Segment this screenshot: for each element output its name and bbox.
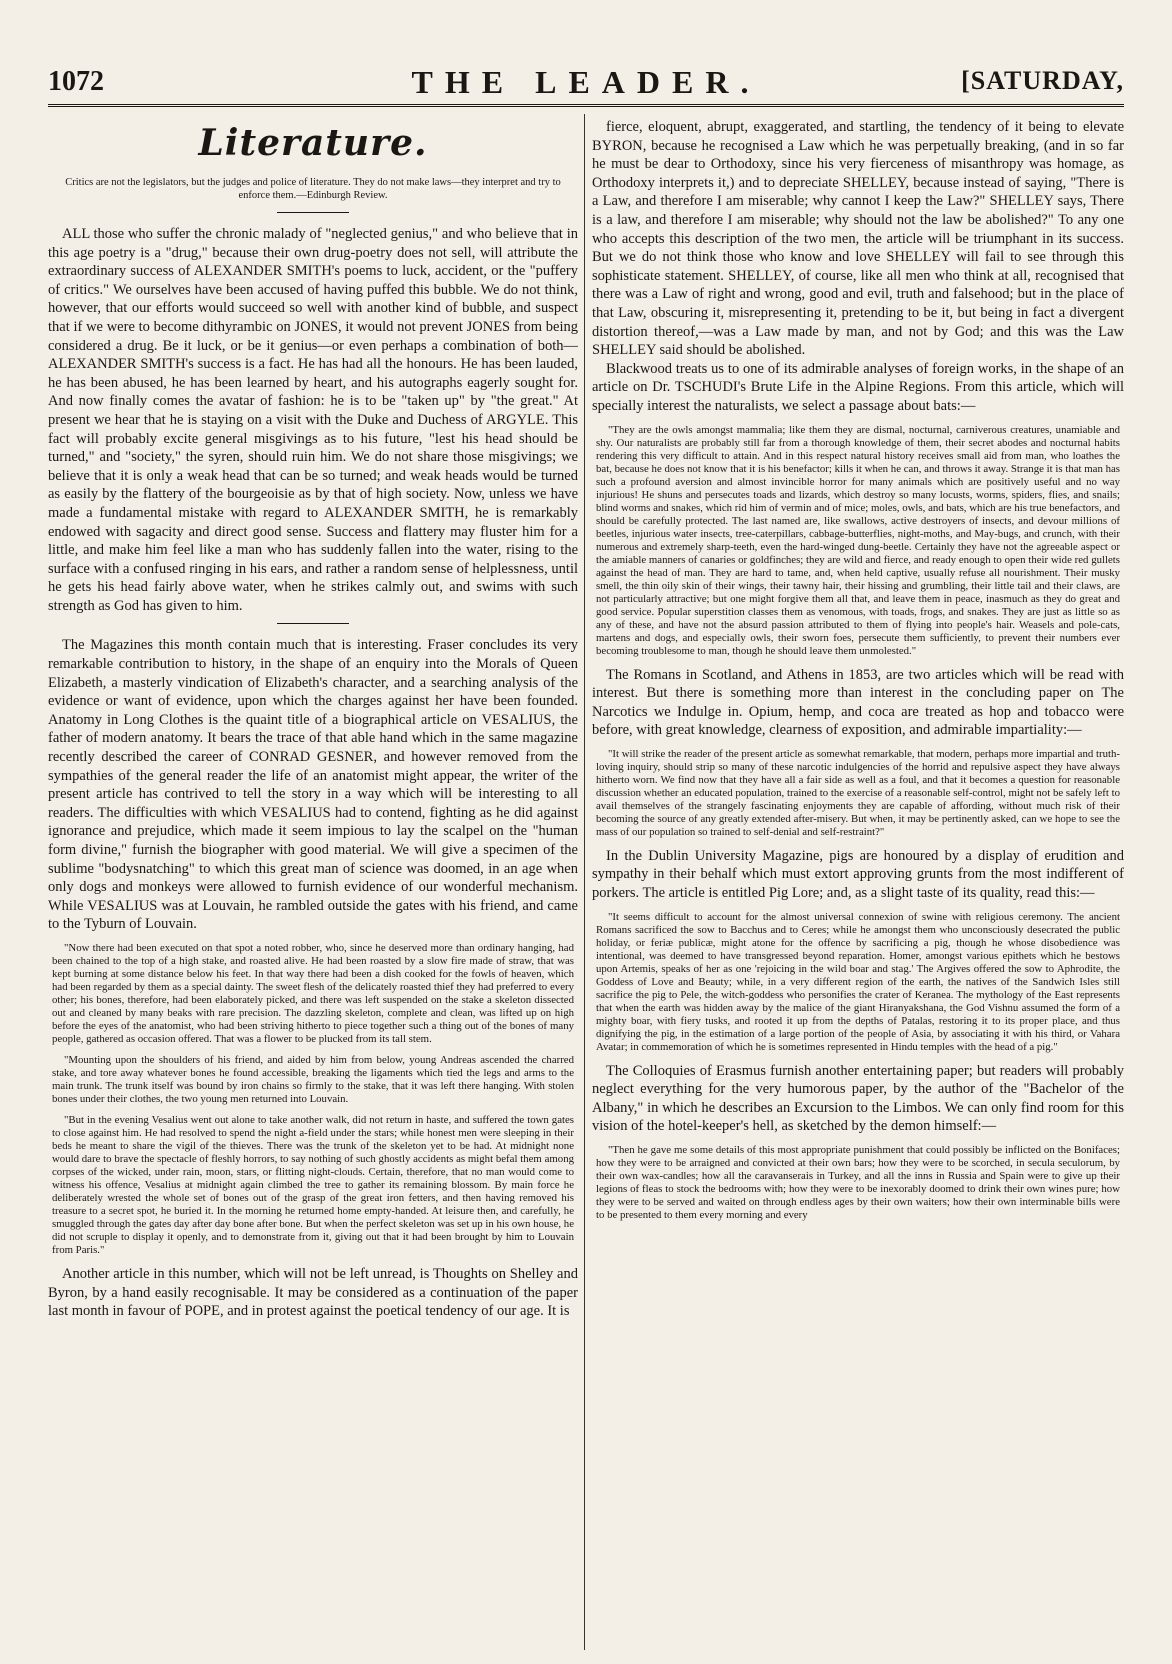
column-divider [584,114,585,1650]
paragraph-magazines: The Magazines this month contain much that is interesting. Fraser concludes its very remarkable contribution to history, in the shape of an enquiry into the Morals of Queen Elizabeth, a masterly vindication of Elizabeth's character, and a searching analysis of the evidence or want of evidence, upon which the charges against her have been founded. Anatomy in Long Clothes is the quaint title of a biographical article on VESALIUS, the father of modern anatomy. It bears the trace of that able hand which in the same magazine recently described the career of CONRAD GESNER, and however removed from the sympathies of the general reader the life of an anatomist might appear, the writer of the present article has contrived to tell the story in a way which will be interesting to all readers. The difficulties with which VESALIUS had to contend, fighting as he did against ignorance and prejudice, which made it seem impious to lay the scalpel on the "human form divine," furnish the biographer with good material. We will give a specimen of the sublime "bodysnatching" to which this great man of science was doomed, in an age when only dogs and monkeys were allowed to furnish evidence of our wonderful mechanism. While VESALIUS was at Louvain, he rambled outside the gates with his friend, and came to the Tyburn of Louvain. [48,637,578,933]
section-title: Literature. [198,122,428,164]
paragraph-rule [277,623,349,624]
quote-narcotics: "It will strike the reader of the present article as somewhat remarkable, that modern, perhaps more impartial and truth-loving inquiry, should strip so many of these narcotic indulgencies of the horrid and repulsive aspect they have always hitherto worn. We find now that they have all a fair side as well as a foul, and that it becomes a question for reasonable discussion whether an educated population, trained to the exercise of a reasonable self-control, might not be safely left to avail themselves of the strangely fascinating enjoyments they are capable of affording, without much risk of their becoming the source of any greatly extended after-misery. But when, it may be pertinently asked, can we hope to see the mass of our population so trained to self-denial and self-restraint?" [596,747,1120,838]
quote-vesalius-1: "Now there had been executed on that spot a noted robber, who, since he deserved more than ordinary hanging, had been chained to the top of a high stake, and roasted alive. He had been roasted by a slow fire made of straw, that was kept burning at some distance below his feet. In that way there had been a dish cooked for the fowls of heaven, which had been regarded by them as a special dainty. The sweet flesh of the delicately roasted thief they had preferred to every other; his bones, therefore, had been elaborately picked, and there was left suspended on the stake a skeleton dissected out and cleaned by many beaks with rare precision. The dazzling skeleton, complete and clean, was lifted up on high before the eyes of the anatomist, who had been striving hitherto to piece together such a thing out of the bones of many people, gathered as occasion offered. That was a flower to be plucked from its tall stem. [52,941,574,1045]
paragraph-dublin-magazine: In the Dublin University Magazine, pigs are honoured by a display of erudition and sympathy in their behalf which must extort approving grunts from the most indifferent of porkers. The article is entitled Pig Lore; and, as a slight taste of its quality, read this:— [592,847,1124,902]
section-rule [277,212,349,213]
right-column [592,118,1124,1654]
newspaper-title: THE LEADER. [411,64,761,100]
page-number: 1072 [48,66,104,97]
quote-vesalius-3: "But in the evening Vesalius went out alone to take another walk, did not return in haste, and suffered the town gates to close against him. He had resolved to spend the night a-field under the stars; while honest men were sleeping in their beds he meant to share the vigil of the thieves. There was the trunk of the skeleton yet to be had. At midnight none would dare to brave the spectacle of fleshly horrors, to say nothing of such ghostly accidents as might befal them among corpses of the wicked, under rain, moon, stars, or flitting night-clouds. Certain, therefore, that no man would come to witness his offence, Vesalius at midnight again climbed the tree to gather its remaining blossom. By main force he deliberately wrested the whole set of bones out of the grasp of the great iron fetters, and then having removed his treasure to a secret spot, he buried it. In the morning he returned home empty-handed. At leisure then, and carefully, he smuggled through the gates day after day bone after bone. But when the perfect skeleton was set up in his own house, he did not scruple to display it openly, and to demonstrate from it, giving out that it had been brought by him to Louvain from Paris." [52,1113,574,1256]
left-column [48,118,578,1654]
paragraph-erasmus: The Colloquies of Erasmus furnish another entertaining paper; but readers will probably neglect everything for the very humorous paper, by the author of the "Bachelor of the Albany," in which he describes an Excursion to the Limbos. We can only find room for this vision of the hotel-keeper's hell, as sketched by the demon himself:— [592,1062,1124,1135]
epigraph: Critics are not the legislators, but the judges and police of literature. They do not make laws—they interpret and try to enforce them.—Edinburgh Review. [65,177,561,201]
paragraph-blackwood: Blackwood treats us to one of its admirable analyses of foreign works, in the shape of an article on Dr. TSCHUDI's Brute Life in the Alpine Regions. From this article, which will specially interest the naturalists, we select a passage about bats:— [592,360,1124,414]
masthead [48,64,1124,107]
paragraph-shelley-law: fierce, eloquent, abrupt, exaggerated, and startling, the tendency of it being to elevate BYRON, because he recognised a Law which he was perpetually breaking, (and in so far he must be dear to Orthodoxy, since his very fierceness of misanthropy was homage, as Orthodoxy interprets it,) and to depreciate SHELLEY, because instead of saying, "There is a Law, and therefore I am miserable; why cannot I keep the Law?" SHELLEY says, There is a law, and therefore I am miserable; why should not the law be abolished?" To any one who accepts this description of the two men, the article will be triumphant in its success. But we do not think those who know and love SHELLEY will fail to see through this sophisticate statement. SHELLEY, of course, like all men who think at all, recognised that there was a Law of right and wrong, good and evil, truth and falsehood; but in the place of that Law, obscuring it, misrepresenting it, pretending to be it, but being in fact a divergent distortion thereof,—was a Law made by man, and not by God; and this was the Law SHELLEY said should be abolished. [592,119,1124,359]
paragraph-shelley-byron: Another article in this number, which will not be left unread, is Thoughts on Shelley and Byron, by a hand easily recognisable. It may be considered as a continuation of the paper last month in favour of POPE, and in protest against the poetical tendency of our age. It is [48,1265,578,1320]
paragraph-alexander-smith: ALL those who suffer the chronic malady of "neglected genius," and who believe that in this age poetry is a "drug," because their own drug-poetry does not sell, will attribute the extraordinary success of ALEXANDER SMITH's poems to luck, accident, or the "puffery of critics." We ourselves have been accused of having puffed this bubble. We do not think, however, that our efforts would succeed so well with another kind of bubble, and suspect that if we were to become dithyrambic on JONES, it would not prevent JONES from being considered a drug. Be it luck, or be it genius—or even perhaps a combination of both—ALEXANDER SMITH's success is a fact. He has had all the honours. He has been lauded, he has been abused, he has been learned by heart, and his autographs eagerly sought for. And now finally comes the avatar of fashion: he is to be "taken up" by "the great." At present we hear that he is staying on a visit with the Duke and Duchess of ARGYLE. This fact will probably excite general misgivings as to his future, "lest his head should be turned," and "society," the syren, should ruin him. We do not share those misgivings; we believe that it is only a weak head that can be so turned; and weak heads would be turned as easily by the flattery of the bourgeoisie as by that of high society. Now, unless we have made a fundamental mistake with regard to ALEXANDER SMITH, he is remarkably endowed with sagacity and direct good sense. Success and flattery may fluster him for a little, and make him feel like a man who has suddenly fallen into the water, rising to the surface with a confused ringing in his ears, and rather a random sense of helplessness, until he gets his head fairly above water, when he strikes calmly out, and swims with such strength as God has given to him. [48,226,578,614]
quote-hotel-keeper: "Then he gave me some details of this most appropriate punishment that could possibly be inflicted on the Bonifaces; how they were to be arraigned and convicted at their own bars; how they were to be scorched, in secula seculorum, by their own wax-candles; how all the caravanserais in Turkey, and all the inns in Russia and Spain were to give up their legions of fleas to stock the bedrooms with; how they were to be inexorably doomed to drink their own wines pure; how they were to be served and waited on through endless ages by their own waiters; how their own interminable bills were to be presented to them every morning and every [596,1144,1120,1222]
quote-bats: "They are the owls amongst mammalia; like them they are dismal, nocturnal, carniverous creatures, unamiable and shy. Our naturalists are probably still far from a thorough knowledge of them, their secret abodes and nocturnal habits rendering this very difficult to attain. And in this respect natural history receives small aid from man, who loathes the bat, because he does not know that it is his benefactor; kills it when he can, and throws it away. Strange it is that man has such a profound aversion and almost invincible horror for many animals which are positively useful and no way injurious! He shuns and persecutes toads and lizards, which destroy so many locusts, worms, spiders, flies, and snails; blind worms and snakes, which rid him of vermin and of mice; moles, owls, and bats, which are his true benefactors, and should be carefully protected. The last named are, like swallows, active destroyers of insects, and devour millions of beetles, injurious water insects, tree-caterpillars, cabbage-butterflies, night-moths, and May-bugs, and crunch, with their numerous and extremely sharp-teeth, even the hard-winged dung-beetle. Certainly they have not the agreeable aspect or the amiable manners of canaries or goldfinches; they are wild and fierce, and ready enough to open their wide red gullets against the head of man. They are hard to tame, and, when held captive, usually refuse all nourishment. Their musky smell, the thin oily skin of their wings, their tawny hair, their hissing and grumbling, their little tail and their claws, are not particularly attractive; but one might forgive them all that, and leave them in peace, inasmuch as they do great and good service. Popular superstition classes them as venomous, with toads, frogs, and snakes. They are just as little so as any of these, and have not the absurd passion attributed to them of flying into people's hair. Weasels and pole-cats, martens and dogs, and especially owls, their sworn foes, persecute them sufficiently, to prevent their numbers ever becoming troublesome to man, though he should leave them unmolested." [596,423,1120,657]
quote-vesalius-2: "Mounting upon the shoulders of his friend, and aided by him from below, young Andreas ascended the charred stake, and tore away whatever bones he found accessible, breaking the ligaments which tied the legs and arms to the main trunk. The trunk itself was bound by iron chains so firmly to the stake, that it was left there hanging. With stolen bones under their clothes, the two young men returned into Louvain. [52,1053,574,1105]
paragraph-romans-scotland: The Romans in Scotland, and Athens in 1853, are two articles which will be read with interest. But there is something more than interest in the concluding paper on The Narcotics we Indulge in. Opium, hemp, and coca are treated as hop and tobacco were before, with great knowledge, clearness of exposition, and admirable impartiality:— [592,666,1124,739]
issue-day: [SATURDAY, [961,66,1124,95]
quote-pig-lore: "It seems difficult to account for the almost universal connexion of swine with religious ceremony. The ancient Romans sacrificed the sow to Bacchus and to Ceres; while he amongst them who unconsciously desecrated the public holiday, or feriæ publicæ, might atone for the offence by sacrificing a pig, though he whose disobedience was intentional, was deemed to have transgressed beyond reparation. Homer, amongst various epithets which he bestows upon Artemis, speaks of her as one 'rejoicing in the wild boar and stag.' The Argives offered the sow to Aphrodite, the Goddess of Love and Beauty; while, in a very different region of the earth, the natives of the Sandwich Isles still sacrifice the pig to Pele, the witch-goddess who personifies the crater of Keranea. The mythology of the East represents that when the earth was hidden away by the malice of the giant Hiranyakshana, the God Vishnu assumed the form of a mighty boar, with fiery tusks, and rooted it up from the depths of Patalas, restoring it to its proper place, and thus dignifying the pig, in the estimation of a large portion of the people of Asia, by associating it with his third, or Vahara Avatar; in commemoration of which he is sometimes represented in Hindu temples with the head of a pig." [596,910,1120,1053]
